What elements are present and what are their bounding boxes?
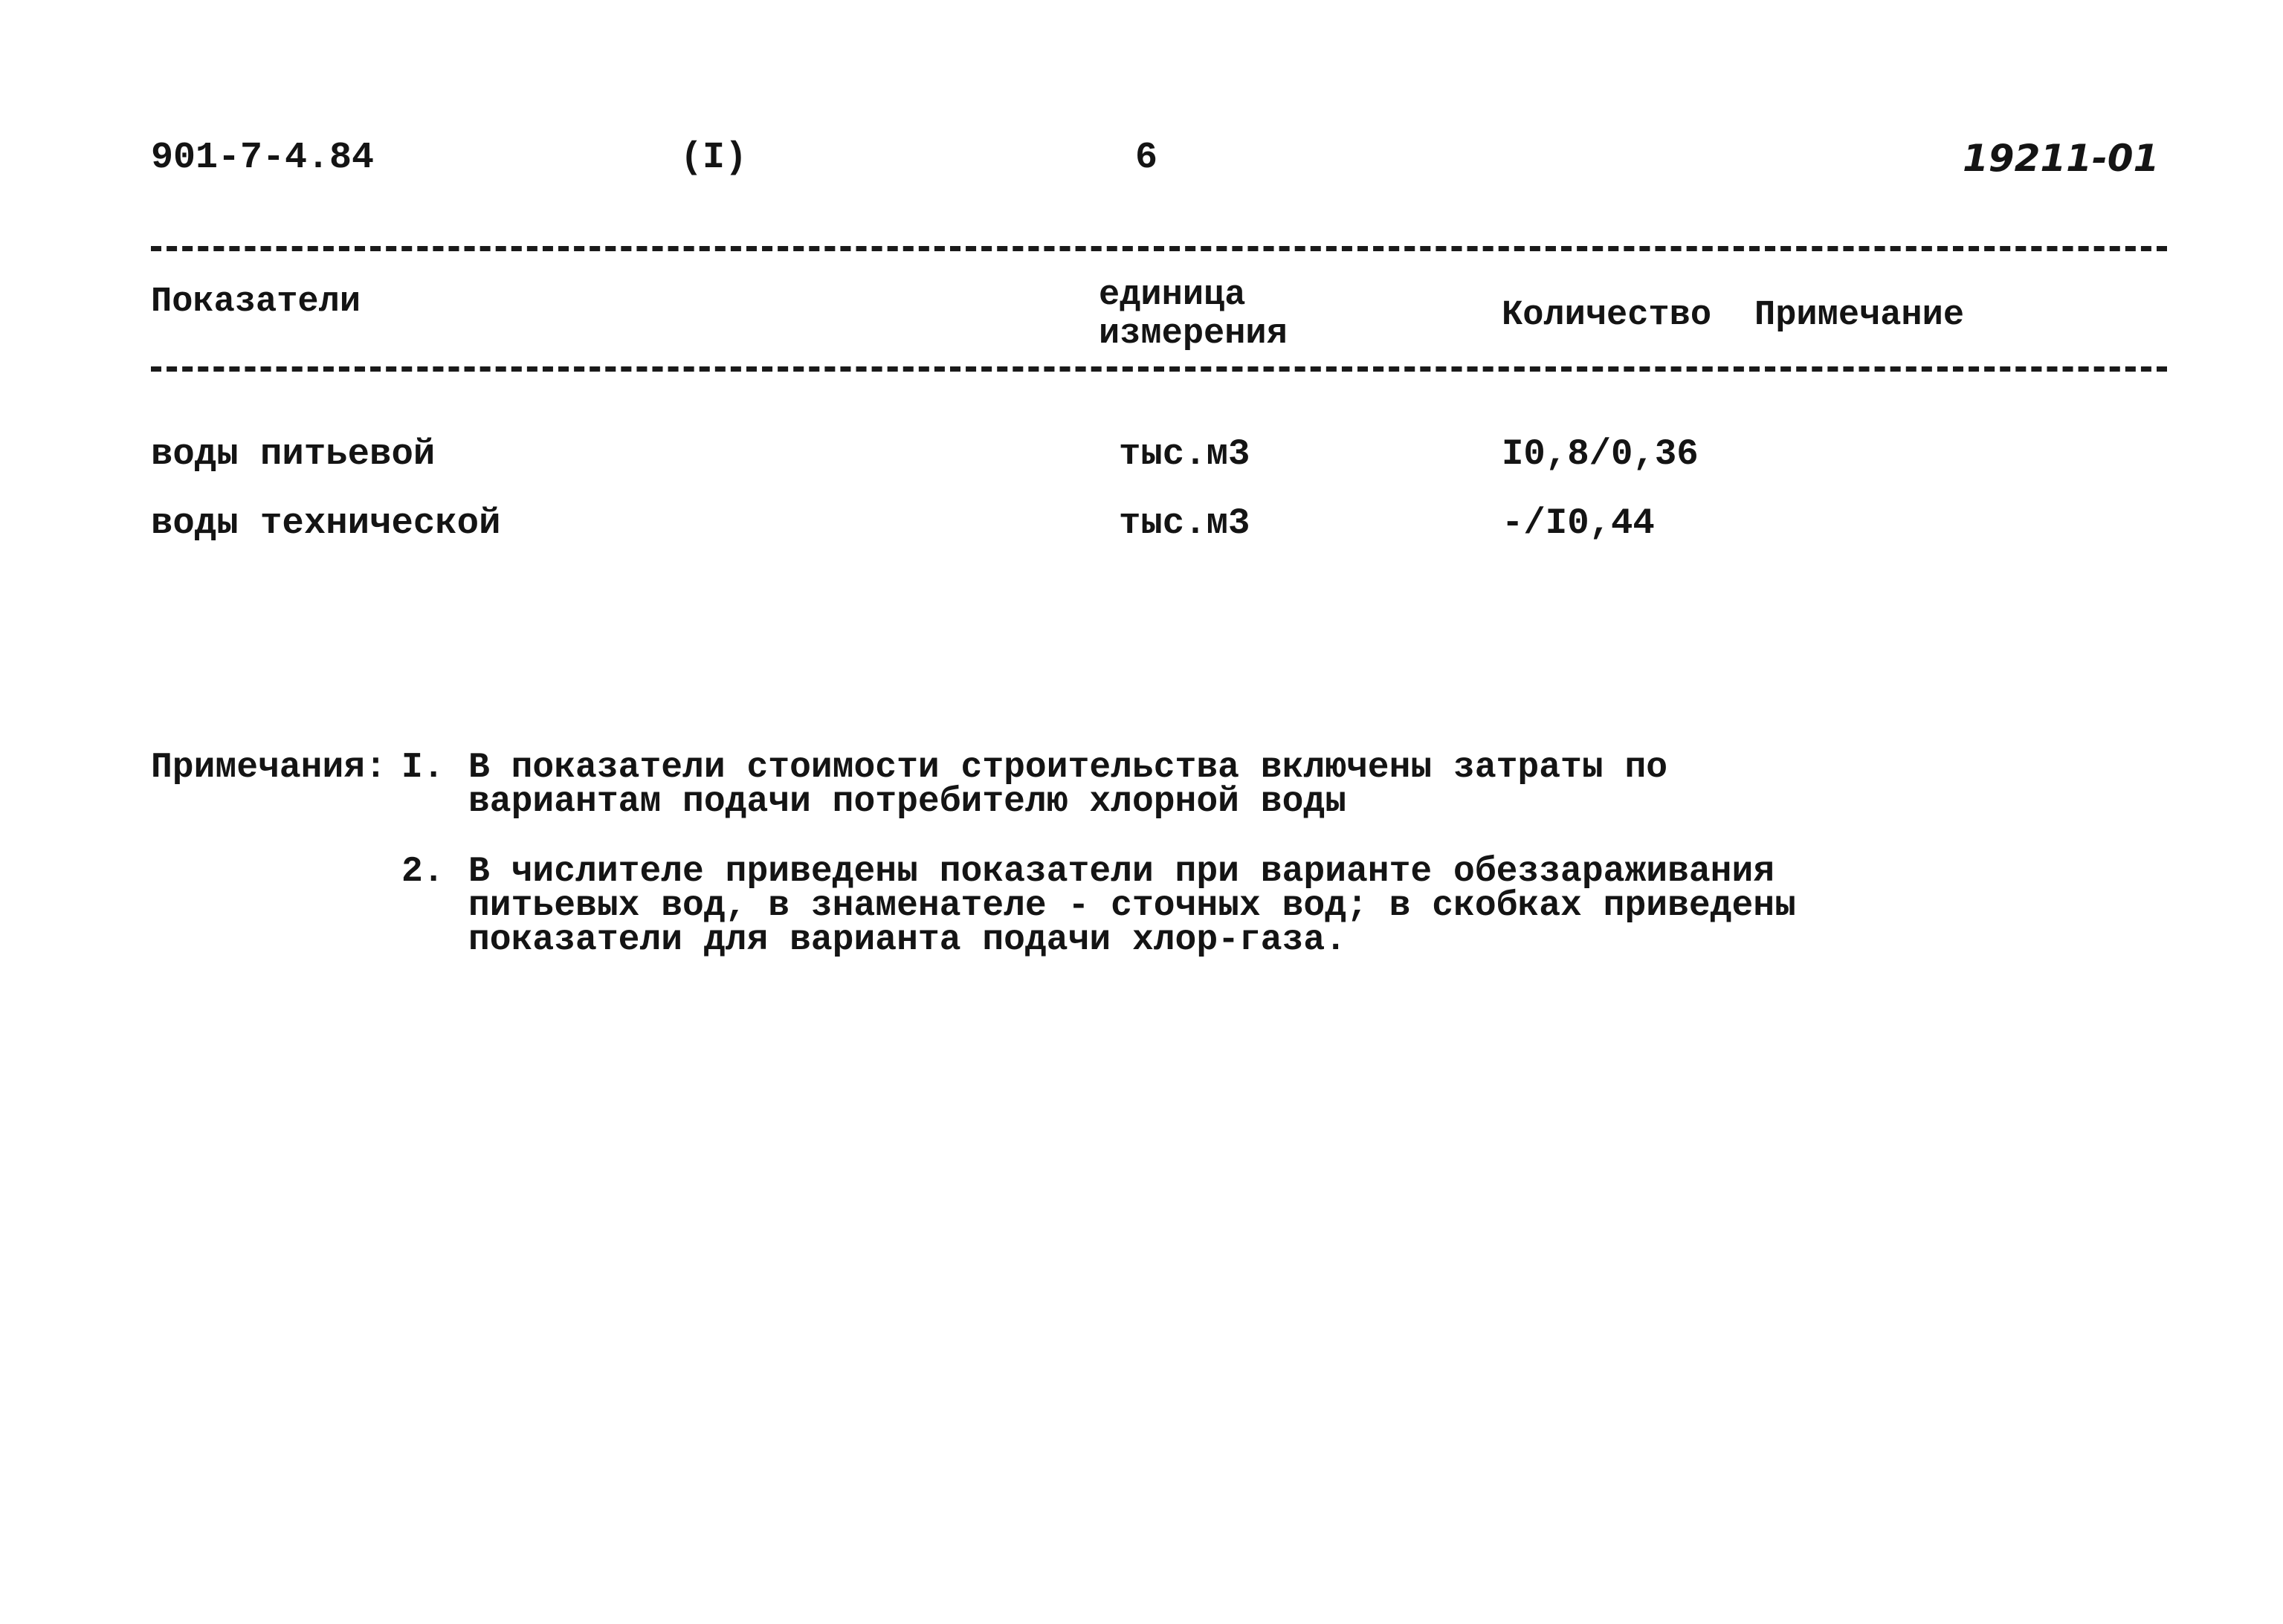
document-code: 901-7-4.84 bbox=[151, 137, 375, 179]
note-1-line-2: вариантам подачи потребителю хлорной воды bbox=[468, 782, 1346, 822]
inventory-number: 19211-01 bbox=[1963, 137, 2160, 180]
row-2-quantity: -/I0,44 bbox=[1502, 502, 1655, 544]
column-header-unit bbox=[1099, 276, 1288, 354]
row-1-name: воды питьевой bbox=[151, 433, 436, 475]
note-2-number: 2. bbox=[401, 852, 445, 892]
note-2-line-1: В числителе приведены показатели при варианте обеззараживания bbox=[468, 852, 1775, 892]
note-1-number: I. bbox=[401, 748, 445, 788]
table-header-rule bbox=[151, 366, 2167, 372]
column-header-unit-line2: измерения bbox=[1099, 314, 1288, 354]
row-2-unit: тыс.м3 bbox=[1119, 502, 1250, 544]
note-2-line-2: питьевых вод, в знаменателе - сточных вод; в скобках приведены bbox=[468, 886, 1796, 926]
notes-label: Примечания: bbox=[151, 748, 387, 788]
note-1-text bbox=[468, 748, 1668, 822]
note-1-line-1: В показатели стоимости строительства включены затраты по bbox=[468, 748, 1668, 788]
column-header-indicator: Показатели bbox=[151, 282, 361, 322]
column-header-quantity: Количество bbox=[1502, 296, 1712, 335]
row-1-quantity: I0,8/0,36 bbox=[1502, 433, 1699, 475]
sheet-number: (I) bbox=[680, 137, 748, 179]
note-2-line-3: показатели для варианта подачи хлор-газа. bbox=[468, 920, 1346, 960]
row-2-name: воды технической bbox=[151, 502, 501, 544]
page-number: 6 bbox=[1135, 137, 1158, 179]
column-header-note: Примечание bbox=[1754, 296, 1965, 335]
table-top-rule bbox=[151, 246, 2167, 251]
column-header-unit-line1: единица bbox=[1099, 276, 1246, 315]
row-1-unit: тыс.м3 bbox=[1119, 433, 1250, 475]
note-2-text bbox=[468, 852, 1796, 960]
